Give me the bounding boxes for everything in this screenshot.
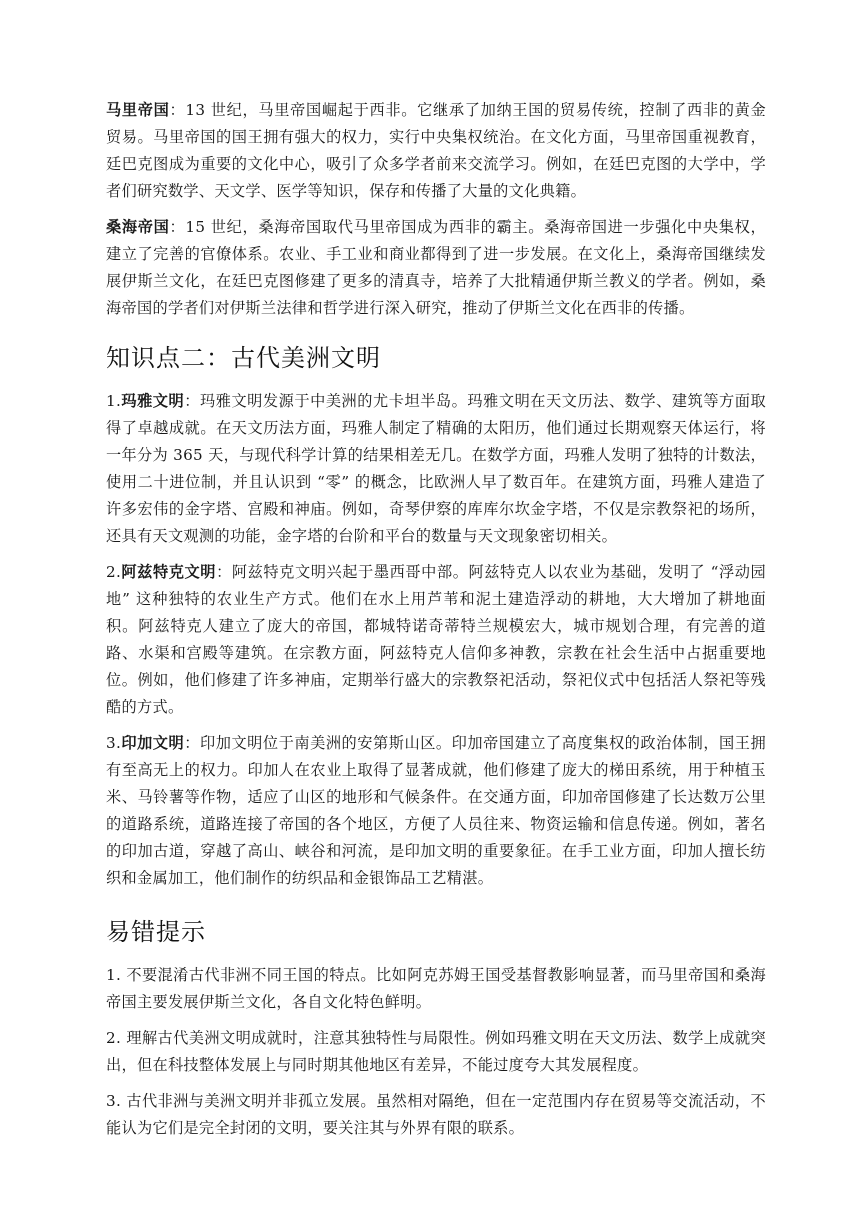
paragraph-text: ：13 世纪，马里帝国崛起于西非。它继承了加纳王国的贸易传统，控制了西非的黄金贸易。马里帝国的国王拥有强大的权力，实行中央集权统治。在文化方面，马里帝国重视教育，廷巴克图成为重要的文化中心，吸引了众多学者前来交流学习。例如，在廷巴克图的大学中，学者们研究数学、天文学、医学等知识，保存和传播了大量的文化典籍。 <box>106 101 766 200</box>
item-number: 3. <box>106 734 122 752</box>
paragraph-maya <box>106 388 766 550</box>
section-heading-pitfalls: 易错提示 <box>106 918 206 946</box>
tip-item-3: 3. 古代非洲与美洲文明并非孤立发展。虽然相对隔绝，但在一定范围内存在贸易等交流活动，不能认为它们是完全封闭的文明，要关注其与外界有限的联系。 <box>106 1092 766 1137</box>
paragraph-songhai-empire <box>106 214 766 322</box>
paragraph-aztec <box>106 559 766 721</box>
paragraph-mali-empire <box>106 97 766 205</box>
item-number: 2. <box>106 563 122 581</box>
section-heading-americas: 知识点二：古代美洲文明 <box>106 344 381 372</box>
paragraph-text: ：玛雅文明发源于中美洲的尤卡坦半岛。玛雅文明在天文历法、数学、建筑等方面取得了卓越成就。在天文历法方面，玛雅人制定了精确的太阳历，他们通过长期观察天体运行，将一年分为 365 天，与现代科学计算的结果相差无几。在数学方面，玛雅人发明了独特的计数法，使用二十进位制，并且认识到 “零” 的概念，比欧洲人早了数百年。在建筑方面，玛雅人建造了许多宏伟的金字塔、宫殿和神庙。例如，奇琴伊察的库库尔坎金字塔，不仅是宗教祭祀的场所，还具有天文观测的功能，金字塔的台阶和平台的数量与天文现象密切相关。 <box>106 392 767 545</box>
term-inca: 印加文明 <box>121 734 185 752</box>
term-aztec: 阿兹特克文明 <box>121 563 217 581</box>
item-number: 1. <box>106 392 122 410</box>
term-maya: 玛雅文明 <box>121 392 185 410</box>
tip-item-2: 2. 理解古代美洲文明成就时，注意其独特性与局限性。例如玛雅文明在天文历法、数学上成就突出，但在科技整体发展上与同时期其他地区有差异，不能过度夸大其发展程度。 <box>106 1029 766 1074</box>
paragraph-text: ：印加文明位于南美洲的安第斯山区。印加帝国建立了高度集权的政治体制，国王拥有至高无上的权力。印加人在农业上取得了显著成就，他们修建了庞大的梯田系统，用于种植玉米、马铃薯等作物，适应了山区的地形和气候条件。在交通方面，印加帝国修建了长达数万公里的道路系统，道路连接了帝国的各个地区，方便了人员往来、物资运输和信息传递。例如，著名的印加古道，穿越了高山、峡谷和河流，是印加文明的重要象征。在手工业方面，印加人擅长纺织和金属加工，他们制作的纺织品和金银饰品工艺精湛。 <box>106 734 767 887</box>
tip-item-1: 1. 不要混淆古代非洲不同王国的特点。比如阿克苏姆王国受基督教影响显著，而马里帝国和桑海帝国主要发展伊斯兰文化，各自文化特色鲜明。 <box>106 966 766 1011</box>
paragraph-text: ：阿兹特克文明兴起于墨西哥中部。阿兹特克人以农业为基础，发明了 “浮动园地” 这种独特的农业生产方式。他们在水上用芦苇和泥土建造浮动的耕地，大大增加了耕地面积。阿兹特克人建立了庞大的帝国，都城特诺奇蒂特兰规模宏大，城市规划合理，有完善的道路、水渠和宫殿等建筑。在宗教方面，阿兹特克人信仰多神教，宗教在社会生活中占据重要地位。例如，他们修建了许多神庙，定期举行盛大的宗教祭祀活动，祭祀仪式中包括活人祭祀等残酷的方式。 <box>106 563 766 716</box>
term-songhai-empire: 桑海帝国 <box>106 218 170 236</box>
term-mali-empire: 马里帝国 <box>106 101 170 119</box>
paragraph-inca <box>106 730 766 892</box>
paragraph-text: ：15 世纪，桑海帝国取代马里帝国成为西非的霸主。桑海帝国进一步强化中央集权，建立了完善的官僚体系。农业、手工业和商业都得到了进一步发展。在文化上，桑海帝国继续发展伊斯兰文化，在廷巴克图修建了更多的清真寺，培养了大批精通伊斯兰教义的学者。例如，桑海帝国的学者们对伊斯兰法律和哲学进行深入研究，推动了伊斯兰文化在西非的传播。 <box>106 218 766 317</box>
